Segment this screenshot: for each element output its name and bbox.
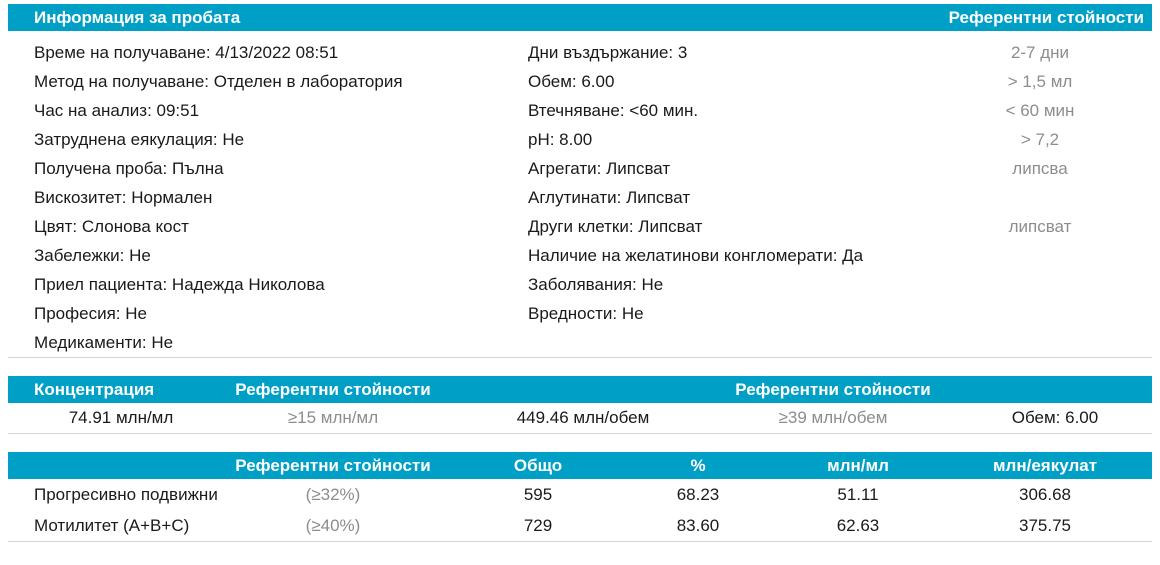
motility-row-per-ml: 51.11 xyxy=(837,485,879,504)
reference-value xyxy=(928,328,1152,357)
reference-value: > 1,5 мл xyxy=(1007,72,1073,91)
section-divider xyxy=(8,357,1152,358)
list-item xyxy=(528,328,928,357)
list-item: Затруднена еякулация: Не xyxy=(34,130,245,149)
motility-row-per-ejaculate: 306.68 xyxy=(1019,485,1071,504)
reference-value: < 60 мин xyxy=(1005,101,1075,120)
reference-value xyxy=(928,241,1152,270)
list-item: pH: 8.00 xyxy=(528,130,593,149)
motility-row-total: 595 xyxy=(523,485,553,504)
motility-row-label: Прогресивно подвижни xyxy=(34,485,218,504)
motility-row-per-ml: 62.63 xyxy=(836,516,880,535)
concentration-title: Концентрация xyxy=(34,379,155,399)
motility-row-per-ejaculate: 375.75 xyxy=(1019,516,1071,535)
motility-per-ejaculate-column-header: млн/еякулат xyxy=(992,455,1098,475)
concentration-total-reference: ≥39 млн/обем xyxy=(778,408,888,427)
motility-row-reference: (≥32%) xyxy=(305,485,361,504)
motility-header xyxy=(8,452,1152,479)
list-item: Час на анализ: 09:51 xyxy=(34,101,200,120)
list-item: Метод на получаване: Отделен в лаборатория xyxy=(34,72,403,91)
list-item: Получена проба: Пълна xyxy=(34,159,224,178)
motility-row-percent: 68.23 xyxy=(676,485,720,504)
concentration-section xyxy=(8,376,1152,434)
list-item: Агрегати: Липсват xyxy=(528,159,671,178)
list-item: Цвят: Слонова кост xyxy=(34,217,189,236)
reference-value: > 7,2 xyxy=(1020,130,1060,149)
motility-reference-column-header: Референтни стойности xyxy=(235,455,431,475)
sample-info-body xyxy=(8,31,1152,357)
motility-percent-column-header: % xyxy=(690,455,706,475)
sample-info-left-column xyxy=(8,38,528,357)
motility-row-percent: 83.60 xyxy=(676,516,720,535)
reference-value: липсва xyxy=(1012,159,1068,178)
list-item: Втечняване: <60 мин. xyxy=(528,101,699,120)
list-item: Вискозитет: Нормален xyxy=(34,188,213,207)
list-item: Вредности: Не xyxy=(528,304,644,323)
list-item: Време на получаване: 4/13/2022 08:51 xyxy=(34,43,339,62)
sample-info-middle-column xyxy=(528,38,928,357)
list-item: Аглутинати: Липсват xyxy=(528,188,691,207)
list-item: Дни въздържание: 3 xyxy=(528,43,688,62)
concentration-header xyxy=(8,376,1152,403)
concentration-per-ml-value: 74.91 млн/мл xyxy=(68,408,174,427)
list-item: Други клетки: Липсват xyxy=(528,217,703,236)
concentration-reference-title-1: Референтни стойности xyxy=(235,379,431,399)
reference-value: 2-7 дни xyxy=(1010,43,1070,62)
concentration-per-ml-reference: ≥15 млн/мл xyxy=(287,408,379,427)
list-item: Професия: Не xyxy=(34,304,147,323)
list-item: Медикаменти: Не xyxy=(34,333,174,352)
section-divider xyxy=(8,433,1152,434)
lab-report-page xyxy=(0,4,1160,565)
reference-value: липсват xyxy=(1008,217,1072,236)
reference-value xyxy=(928,299,1152,328)
reference-value xyxy=(928,270,1152,299)
concentration-volume-value: Обем: 6.00 xyxy=(1011,408,1099,427)
table-row xyxy=(8,510,1152,541)
sample-info-reference-column xyxy=(928,38,1152,357)
sample-info-section xyxy=(8,4,1152,358)
section-divider xyxy=(8,541,1152,542)
sample-info-reference-title: Референтни стойности xyxy=(948,7,1144,27)
motility-total-column-header: Общо xyxy=(513,455,563,475)
list-item: Наличие на желатинови конгломерати: Да xyxy=(528,246,864,265)
reference-value xyxy=(928,183,1152,212)
list-item: Обем: 6.00 xyxy=(528,72,615,91)
sample-info-header xyxy=(8,4,1152,31)
concentration-values-row xyxy=(8,403,1152,433)
motility-per-ml-column-header: млн/мл xyxy=(827,455,889,475)
concentration-reference-title-2: Референтни стойности xyxy=(735,379,931,399)
motility-row-total: 729 xyxy=(523,516,553,535)
sample-info-title: Информация за пробата xyxy=(34,7,241,27)
concentration-total-value: 449.46 млн/обем xyxy=(516,408,650,427)
motility-row-label: Мотилитет (A+B+C) xyxy=(34,516,190,535)
table-row xyxy=(8,479,1152,510)
list-item: Заболявания: Не xyxy=(528,275,664,294)
motility-section xyxy=(8,452,1152,542)
motility-row-reference: (≥40%) xyxy=(305,516,361,535)
list-item: Приел пациента: Надежда Николова xyxy=(34,275,325,294)
list-item: Забележки: Не xyxy=(34,246,151,265)
